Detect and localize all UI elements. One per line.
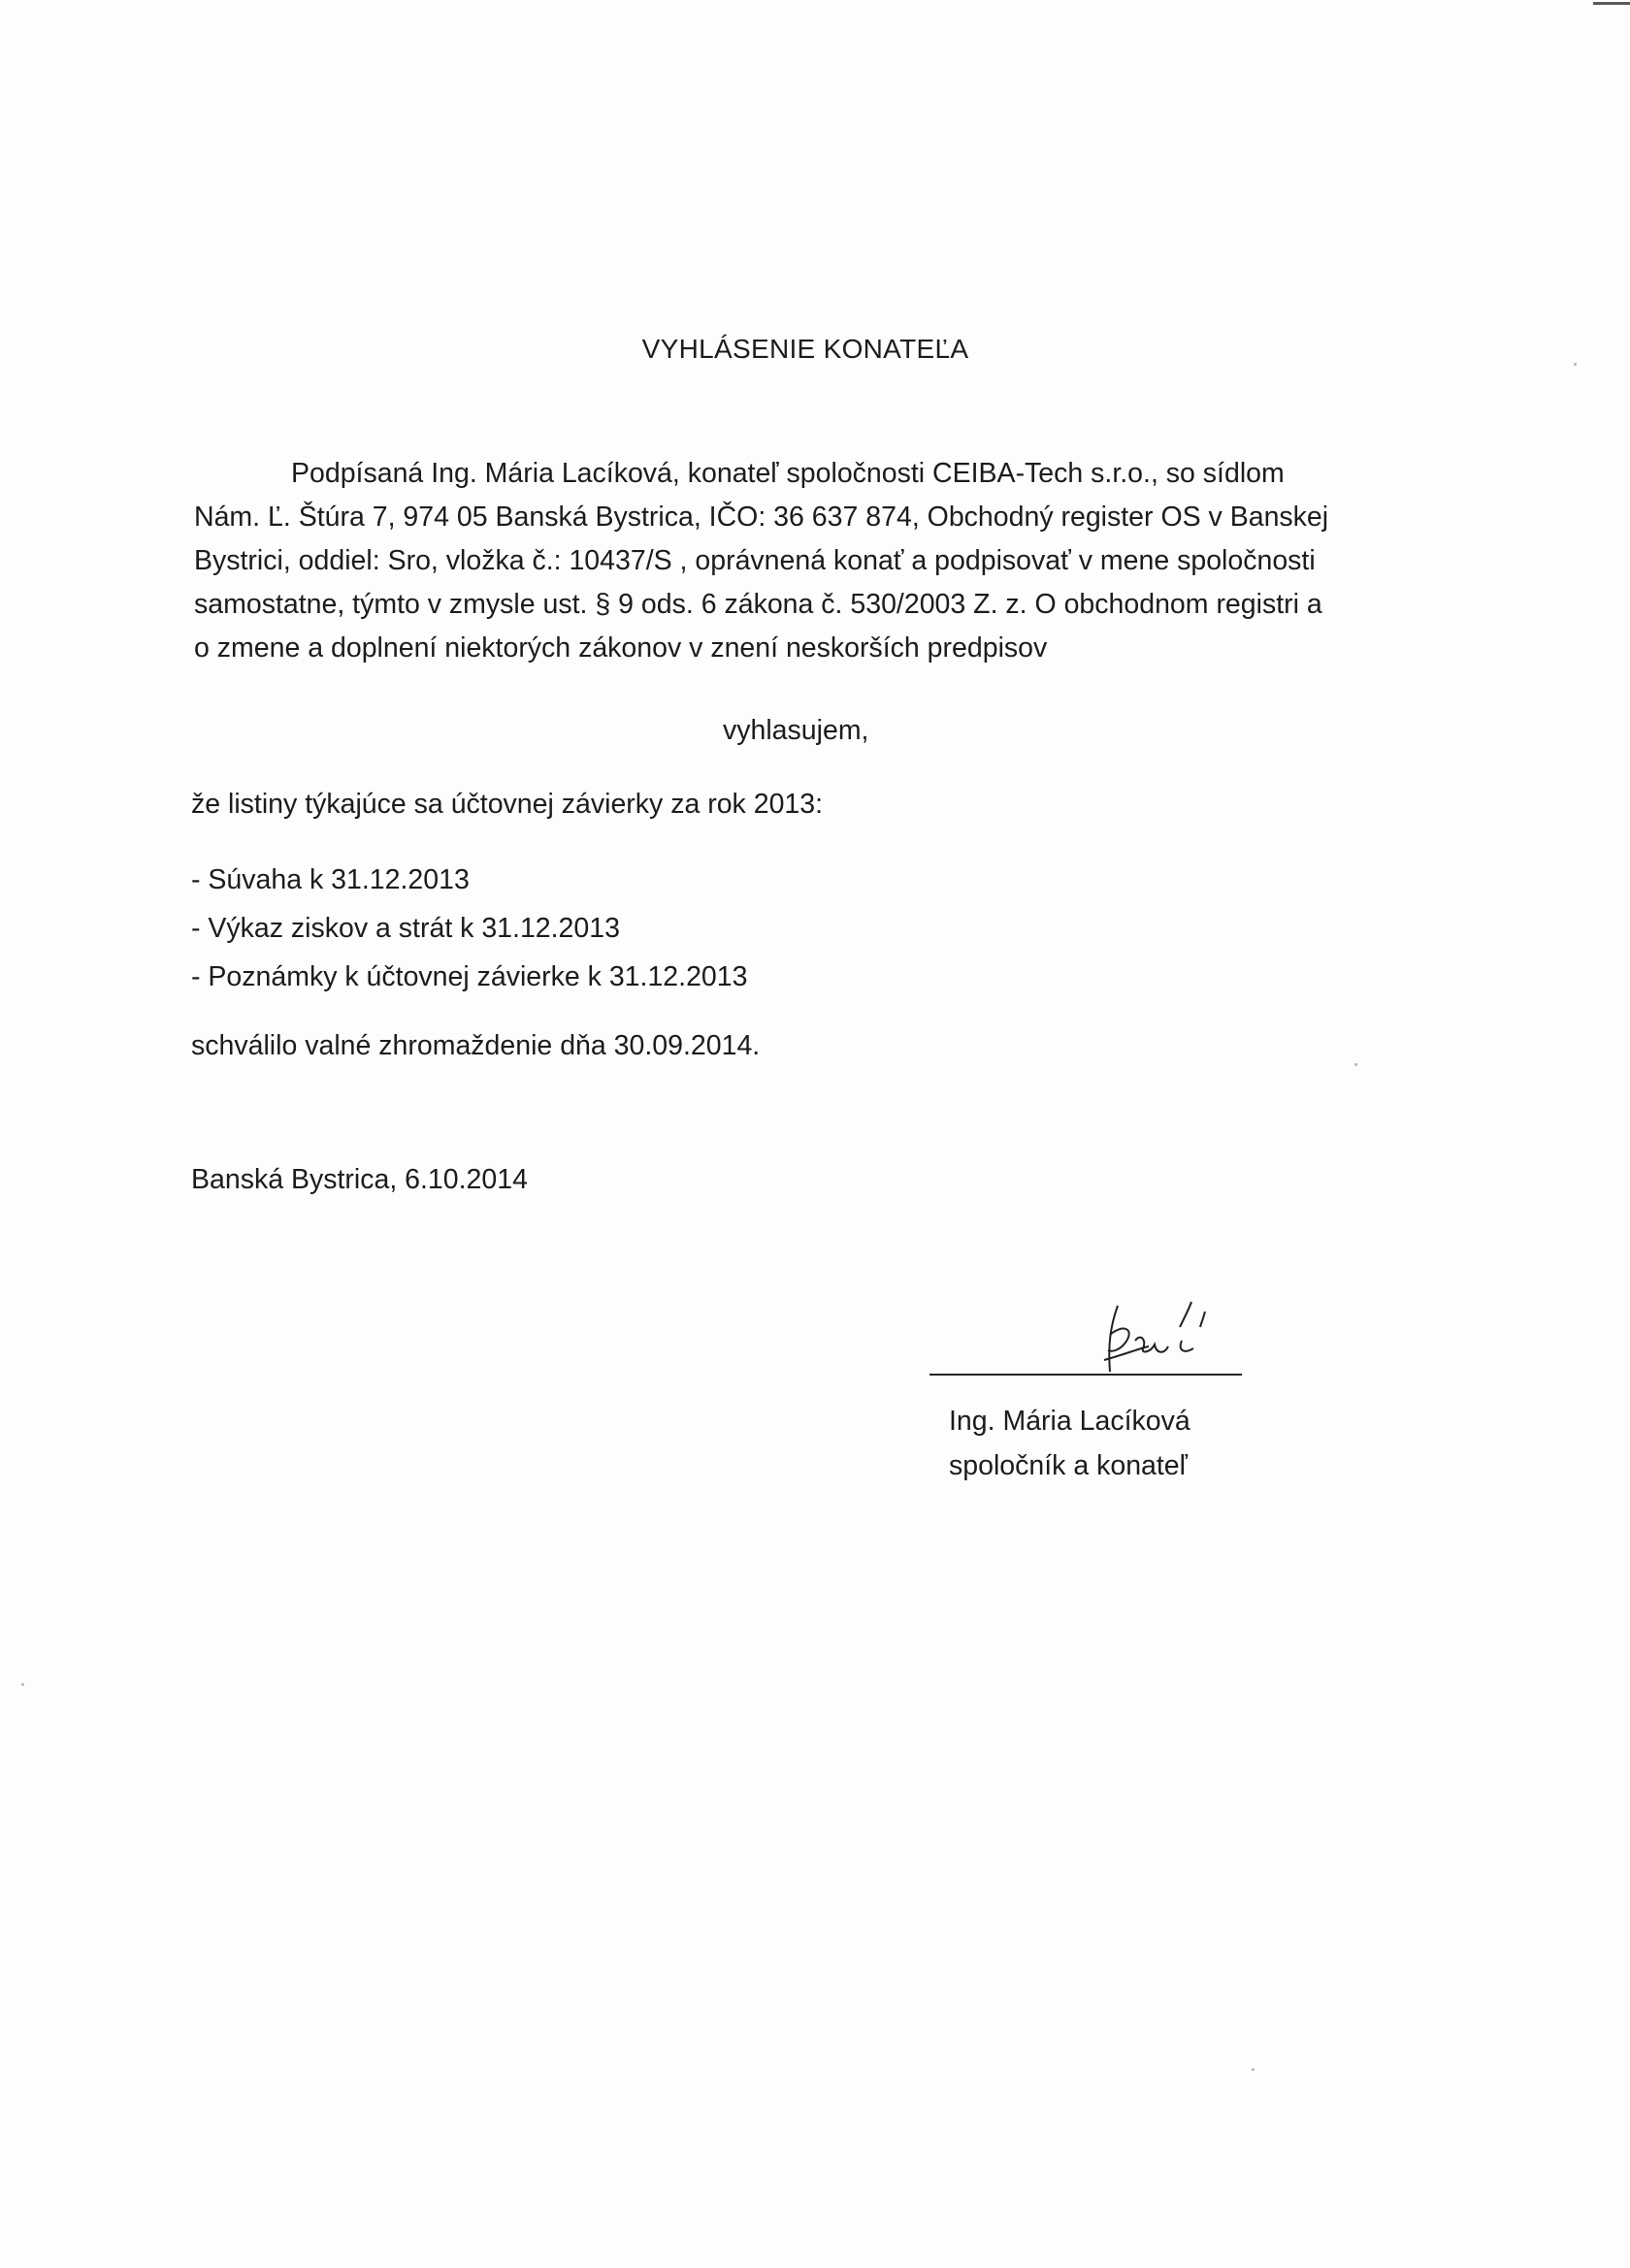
paragraph-line: o zmene a doplnení niektorých zákonov v znení neskorších predpisov — [194, 632, 1048, 664]
declaration-paragraph — [194, 452, 1426, 670]
scan-edge-mark — [1593, 2, 1630, 5]
paragraph-line: samostatne, týmto v zmysle ust. § 9 ods. 6 zákona č. 530/2003 Z. z. O obchodnom registri a — [194, 589, 1322, 620]
declaration-word: vyhlasujem, — [723, 715, 869, 746]
signer-role: spoločník a konateľ — [949, 1450, 1188, 1481]
list-item: - Výkaz ziskov a strát k 31.12.2013 — [191, 913, 620, 944]
scan-speck — [1252, 2068, 1255, 2071]
paragraph-line: Nám. Ľ. Štúra 7, 974 05 Banská Bystrica, IČO: 36 637 874, Obchodný register OS v Banskej — [194, 502, 1329, 533]
paragraph-line: Bystrici, oddiel: Sro, vložka č.: 10437/S , oprávnená konať a podpisovať v mene spoločnosti — [194, 545, 1316, 576]
documents-intro: že listiny týkajúce sa účtovnej závierky za rok 2013: — [191, 789, 824, 820]
signer-block — [949, 1399, 1190, 1488]
documents-list — [191, 856, 747, 1001]
document-title: VYHLÁSENIE KONATEĽA — [641, 334, 969, 364]
list-item: - Súvaha k 31.12.2013 — [191, 864, 470, 895]
approval-statement: schválilo valné zhromaždenie dňa 30.09.2014. — [191, 1030, 761, 1061]
paragraph-line: Podpísaná Ing. Mária Lacíková, konateľ spoločnosti CEIBA-Tech s.r.o., so sídlom — [291, 458, 1285, 489]
scan-speck — [1354, 1063, 1357, 1066]
handwritten-signature — [1096, 1290, 1281, 1377]
scan-speck — [21, 1683, 24, 1686]
place-and-date: Banská Bystrica, 6.10.2014 — [191, 1164, 528, 1195]
signature-line — [929, 1374, 1242, 1376]
signer-name: Ing. Mária Lacíková — [949, 1406, 1190, 1437]
list-item: - Poznámky k účtovnej závierke k 31.12.2013 — [191, 961, 748, 992]
